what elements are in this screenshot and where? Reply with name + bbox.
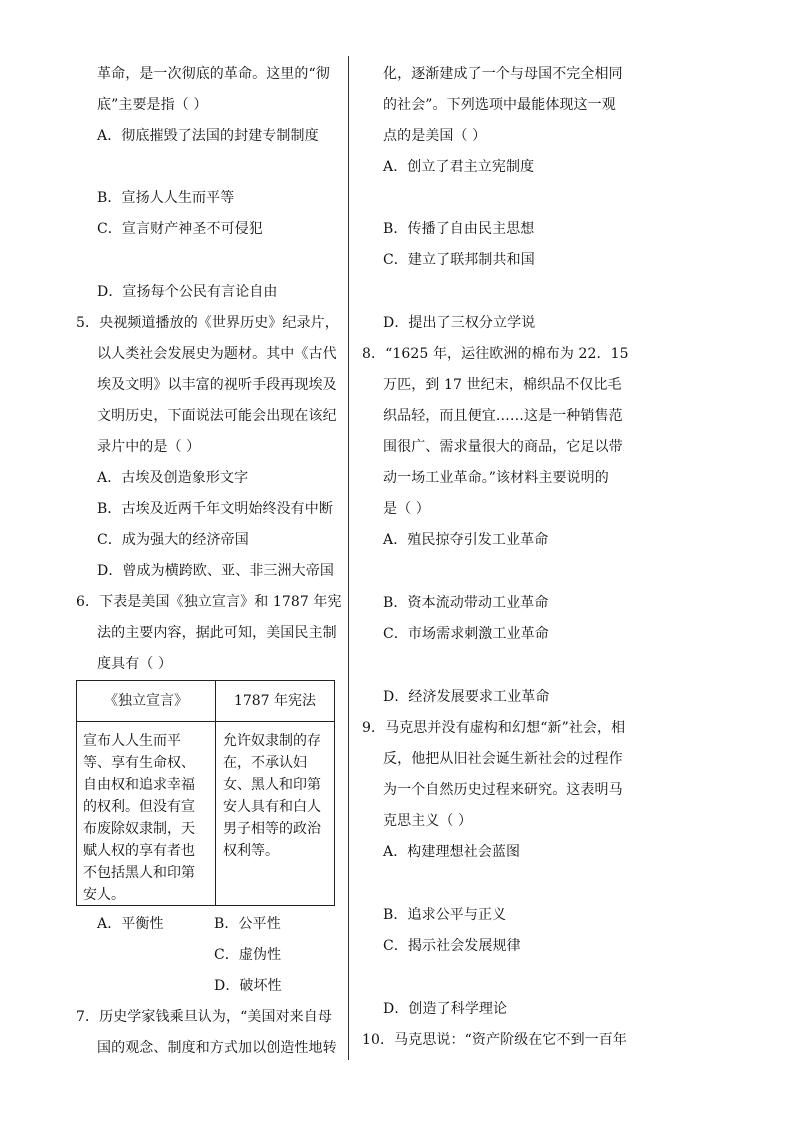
answer-option: A．构建理想社会蓝图 (383, 844, 521, 860)
question-text-line: 化，逐渐建成了一个与母国不完全相同 (383, 66, 623, 82)
answer-option: A．创立了君主立宪制度 (383, 159, 535, 175)
question-text-line: 以人类社会发展史为题材。其中《古代 (97, 346, 337, 362)
question-text-line: 为一个自然历史过程来研究。这表明马 (383, 782, 623, 798)
question-text-line: 点的是美国（ ） (383, 128, 487, 144)
answer-option: D．曾成为横跨欧、亚、非三洲大帝国 (97, 563, 334, 579)
column-divider (348, 56, 349, 1060)
question-text-line: 织品轻，而且便宜……这是一种销售范 (383, 408, 623, 424)
answer-option: C．成为强大的经济帝国 (97, 532, 249, 548)
answer-option: B．传播了自由民主思想 (383, 221, 535, 237)
answer-option: B．资本流动带动工业革命 (383, 595, 549, 611)
answer-option: D．创造了科学理论 (383, 1001, 508, 1017)
table-cell-line: 男子相等的政治 (223, 821, 321, 837)
table-cell-line: 允许奴隶制的存 (223, 733, 321, 749)
table-cell-line: 不包括黑人和印第 (83, 865, 195, 881)
question-text-line: 7．历史学家钱乘旦认为，“美国对来自母 (76, 1009, 332, 1025)
answer-option: A．殖民掠夺引发工业革命 (383, 532, 549, 548)
answer-option: C．宣言财产神圣不可侵犯 (97, 221, 263, 237)
table-cell-line: 安人具有和白人 (223, 799, 321, 815)
table-cell-line: 权利等。 (223, 843, 279, 859)
answer-option: C．建立了联邦制共和国 (383, 252, 535, 268)
question-text-line: 10．马克思说：“资产阶级在它不到一百年 (362, 1032, 627, 1048)
comparison-table (76, 680, 335, 906)
answer-option: D．提出了三权分立学说 (383, 315, 536, 331)
table-header-cell: 1787 年宪法 (233, 693, 317, 709)
question-text-line: 动一场工业革命。”该材料主要说明的 (383, 470, 609, 486)
question-text-line: 录片中的是（ ） (97, 439, 201, 455)
table-cell-line: 布废除奴隶制，天 (83, 821, 195, 837)
question-text-line: 克思主义（ ） (383, 813, 473, 829)
table-cell-line: 宣布人人生而平 (83, 733, 181, 749)
table-cell-line: 的权利。但没有宣 (83, 799, 195, 815)
question-text-line: 国的观念、制度和方式加以创造性地转 (97, 1040, 337, 1056)
table-cell-line: 等、享有生命权、 (83, 755, 195, 771)
answer-option: D．破坏性 (214, 978, 282, 994)
question-text-line: 文明历史，下面说法可能会出现在该纪 (97, 408, 337, 424)
table-cell-line: 安人。 (83, 887, 125, 903)
answer-option: D．宣扬每个公民有言论自由 (97, 284, 278, 300)
question-text-line: 万匹，到 17 世纪末，棉织品不仅比毛 (383, 377, 622, 393)
answer-option: B．公平性 (214, 916, 281, 932)
question-text-line: 埃及文明》以丰富的视听手段再现埃及 (97, 377, 337, 393)
answer-option: C．市场需求刺激工业革命 (383, 626, 549, 642)
table-cell (83, 730, 195, 906)
answer-option: A．彻底摧毁了法国的封建专制制度 (97, 128, 319, 144)
table-cell (223, 730, 321, 862)
table-header-cell: 《独立宣言》 (104, 693, 188, 709)
table-cell-line: 赋人权的享有者也 (83, 843, 195, 859)
table-header-divider (77, 721, 334, 722)
table-cell-line: 女、黑人和印第 (223, 777, 321, 793)
question-text-line: 9．马克思并没有虚构和幻想“新”社会，相 (362, 720, 626, 736)
answer-option: A．古埃及创造象形文字 (97, 470, 249, 486)
answer-option: C．揭示社会发展规律 (383, 938, 521, 954)
question-text-line: 围很广、需求量很大的商品，它足以带 (383, 439, 623, 455)
question-text-line: 是（ ） (383, 501, 430, 517)
answer-option: D．经济发展要求工业革命 (383, 689, 550, 705)
question-text-line: 反，他把从旧社会诞生新社会的过程作 (383, 751, 623, 767)
question-text-line: 底”主要是指（ ） (97, 97, 208, 113)
answer-option: B．追求公平与正义 (383, 907, 507, 923)
answer-option: C．虚伪性 (214, 947, 282, 963)
question-text-line: 6．下表是美国《独立宣言》和 1787 年宪 (76, 594, 342, 610)
question-text-line: 5．央视频道播放的《世界历史》纪录片， (76, 315, 339, 331)
table-cell-line: 在，不承认妇 (223, 755, 307, 771)
table-cell-line: 自由权和追求幸福 (83, 777, 195, 793)
question-text-line: 法的主要内容，据此可知，美国民主制 (97, 625, 337, 641)
answer-option: A．平衡性 (97, 916, 164, 932)
question-text-line: 8．“1625 年，运往欧洲的棉布为 22．15 (362, 346, 629, 362)
question-text-line: 度具有（ ） (97, 656, 173, 672)
question-text-line: 的社会”。下列选项中最能体现这一观 (383, 97, 616, 113)
table-column-divider (215, 681, 216, 905)
answer-option: B．古埃及近两千年文明始终没有中断 (97, 501, 333, 517)
answer-option: B．宣扬人人生而平等 (97, 190, 235, 206)
question-text-line: 革命，是一次彻底的革命。这里的“彻 (97, 66, 330, 82)
